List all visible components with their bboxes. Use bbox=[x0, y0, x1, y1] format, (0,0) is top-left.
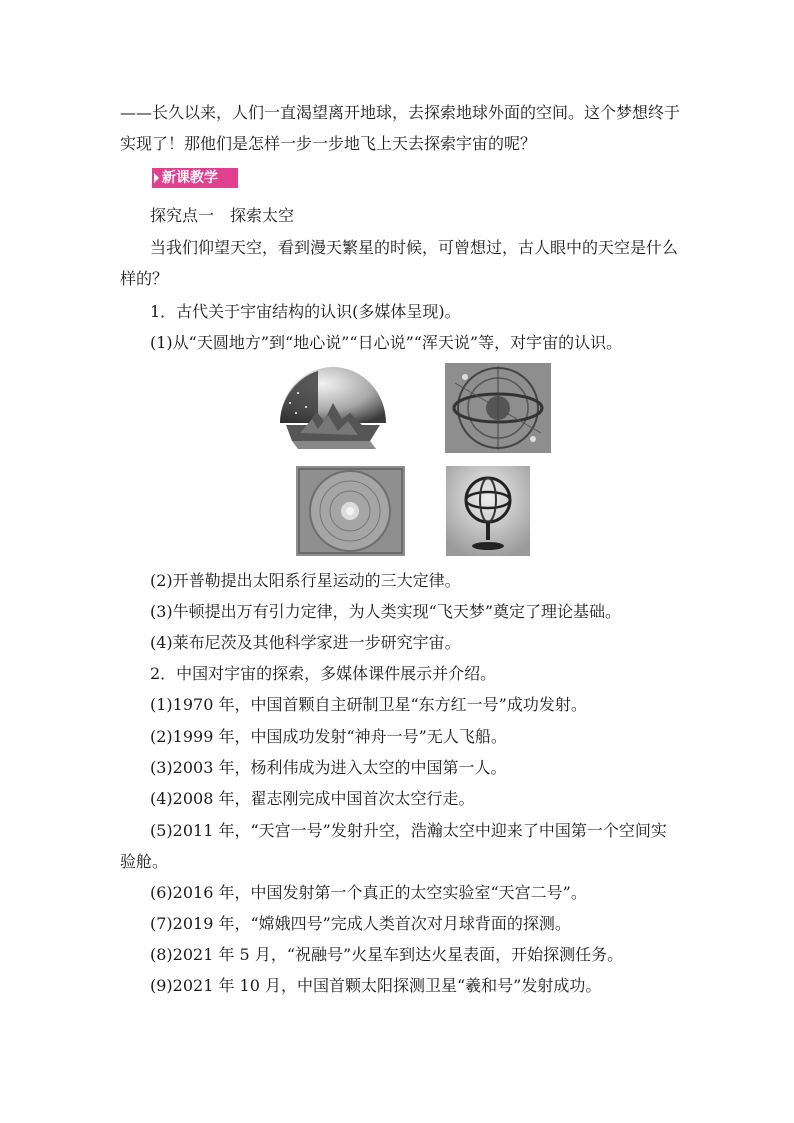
point1-title: 探究点一 探索太空 bbox=[150, 206, 295, 225]
item1-heading: 1．古代关于宇宙结构的认识(多媒体呈现)。 bbox=[150, 302, 461, 321]
section-badge bbox=[152, 168, 238, 188]
item2-sub-8: (8)2021 年 5 月，“祝融号”火星车到达火星表面，开始探测任务。 bbox=[150, 945, 624, 964]
item1-sub-3: (3)牛顿提出万有引力定律，为人类实现“飞天梦”奠定了理论基础。 bbox=[150, 602, 622, 621]
item1-sub-4: (4)莱布尼茨及其他科学家进一步研究宇宙。 bbox=[150, 633, 461, 652]
section-badge-label: 新课教学 bbox=[162, 170, 218, 186]
point1-question-line-2: 样的？ bbox=[120, 269, 169, 288]
armillary-sphere-image bbox=[446, 466, 530, 556]
arrow-icon bbox=[154, 173, 159, 183]
dome-cosmology-image bbox=[278, 363, 388, 451]
heliocentric-chart-image bbox=[296, 466, 405, 556]
item2-sub-9: (9)2021 年 10 月，中国首颗太阳探测卫星“羲和号”发射成功。 bbox=[150, 976, 602, 995]
item1-sub-2: (2)开普勒提出太阳系行星运动的三大定律。 bbox=[150, 571, 461, 590]
item1-sub-1: (1)从“天圆地方”到“地心说”“日心说”“浑天说”等，对宇宙的认识。 bbox=[150, 333, 623, 352]
item2-sub-1: (1)1970 年，中国首颗自主研制卫星“东方红一号”成功发射。 bbox=[150, 695, 587, 714]
item2-heading: 2．中国对宇宙的探索，多媒体课件展示并介绍。 bbox=[150, 664, 497, 683]
point1-question-line-1: 当我们仰望天空，看到漫天繁星的时候，可曾想过，古人眼中的天空是什么 bbox=[150, 238, 679, 257]
item2-sub-5-cont: 验舱。 bbox=[120, 852, 169, 871]
item2-sub-4: (4)2008 年，翟志刚完成中国首次太空行走。 bbox=[150, 789, 475, 808]
item2-sub-7: (7)2019 年，“嫦娥四号”完成人类首次对月球背面的探测。 bbox=[150, 914, 571, 933]
item2-sub-2: (2)1999 年，中国成功发射“神舟一号”无人飞船。 bbox=[150, 727, 507, 746]
item2-sub-6: (6)2016 年，中国发射第一个真正的太空实验室“天宫二号”。 bbox=[150, 883, 587, 902]
geocentric-model-image bbox=[445, 363, 551, 453]
intro-line-2: 实现了！那他们是怎样一步一步地飞上天去探索宇宙的呢？ bbox=[120, 134, 537, 153]
item2-sub-3: (3)2003 年，杨利伟成为进入太空的中国第一人。 bbox=[150, 758, 507, 777]
item2-sub-5: (5)2011 年，“天宫一号”发射升空，浩瀚太空中迎来了中国第一个空间实 bbox=[150, 821, 667, 840]
intro-line-1: ——长久以来，人们一直渴望离开地球，去探索地球外面的空间。这个梦想终于 bbox=[120, 103, 681, 122]
